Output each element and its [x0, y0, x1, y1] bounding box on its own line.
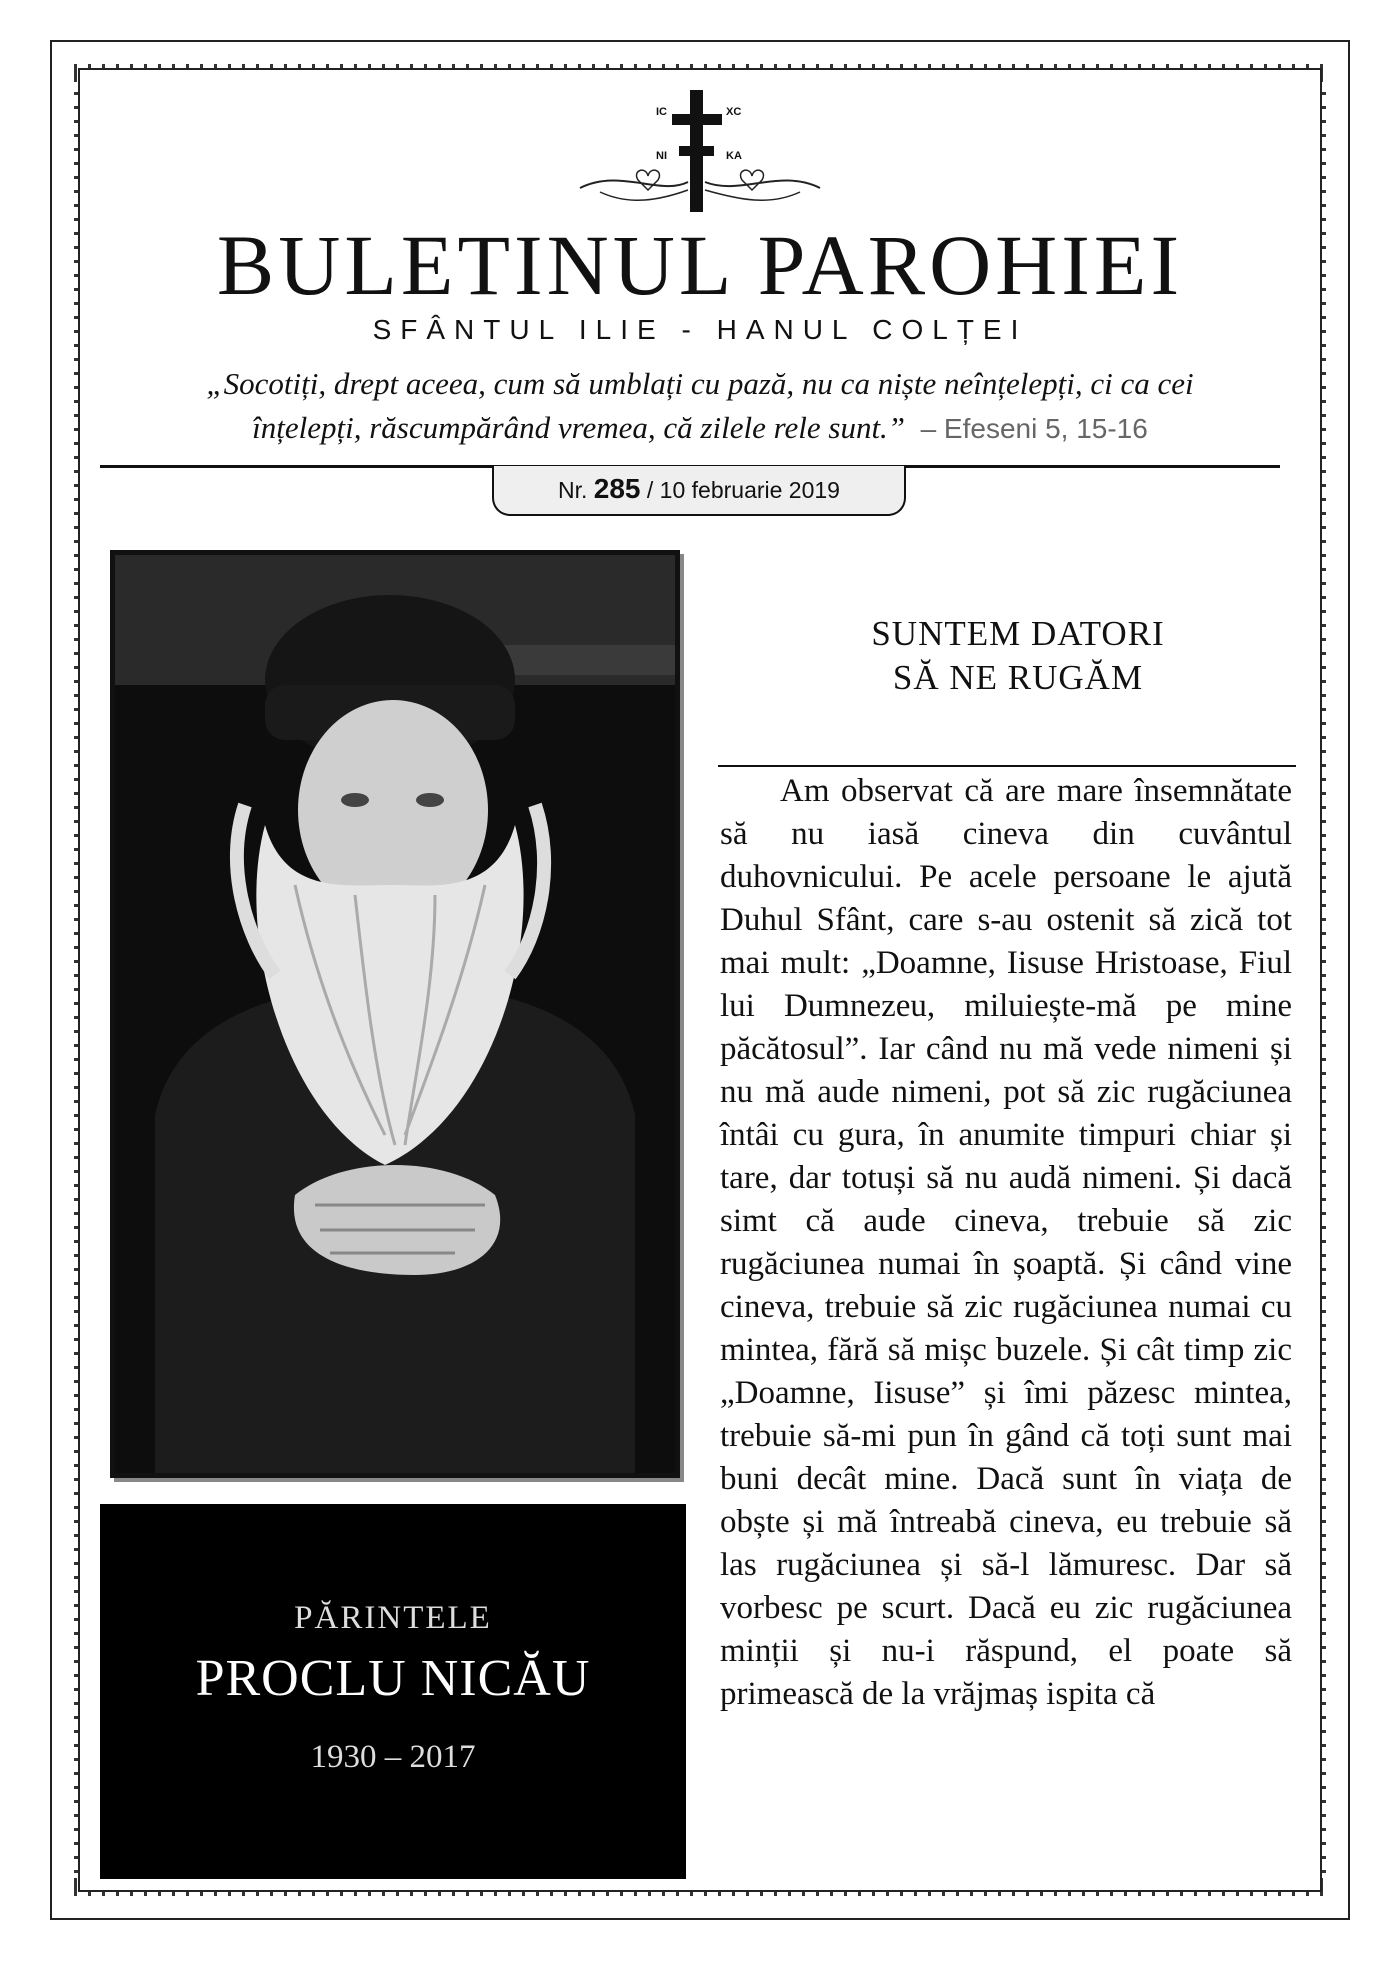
issue-prefix: Nr.	[558, 477, 588, 503]
quote-line-2-text: înțelepți, răscumpărând vremea, că zilele rele sunt.”	[252, 410, 906, 445]
emblem-xc: ΧC	[726, 106, 742, 118]
memorial-caption	[100, 1504, 686, 1879]
issue-number: 285	[593, 473, 641, 504]
scripture-quote	[120, 362, 1280, 451]
article-divider	[718, 765, 1296, 767]
emblem-labels	[560, 88, 840, 218]
emblem-ic: IC	[656, 106, 667, 118]
caption-name: PROCLU NICĂU	[195, 1650, 591, 1707]
issue-badge	[492, 466, 906, 516]
portrait-photo	[110, 550, 680, 1478]
caption-title: PĂRINTELE	[294, 1600, 492, 1636]
caption-years: 1930 – 2017	[310, 1739, 476, 1775]
emblem-ka: KA	[726, 150, 742, 162]
quote-line-2	[120, 406, 1280, 451]
parish-subtitle: SFÂNTUL ILIE - HANUL COLȚEI	[372, 314, 1028, 345]
quote-line-1: „Socotiți, drept aceea, cum să umblați cu pază, nu ca niște neînțelepți, ci ca cei	[206, 366, 1194, 401]
article-title-line-1: SUNTEM DATORI	[871, 614, 1165, 653]
article-body: Am observat că are mare însemnătate să nu iasă cineva din cuvântul duhovnicului. Pe acele persoane le ajută Duhul Sfânt, care s-au ostenit să zică tot mai mult: „Doamne, Iisuse Hristoase, Fiul lui Dumnezeu, miluiește-mă pe mine păcătosul”. Iar când nu mă vede nimeni și nu mă aude nimeni, pot să zic rugăciunea întâi cu gura, în anumite timpuri chiar și tare, dar totuși să nu audă nimeni. Și dacă simt că aude cineva, trebuie să zic rugăciunea numai în șoaptă. Și când vine cineva, trebuie să zic rugăciunea numai cu mintea, fără să mișc buzele. Și cât timp zic „Doamne, Iisuse” și îmi păzesc mintea, trebuie să-mi pun în gând că toți sunt mai buni decât mine. Dacă sunt în viața de obște și mă întreabă cineva, eu trebuie să las rugăciunea și să-l lămuresc. Dar să vorbesc pe scurt. Dacă eu zic rugăciunea minții și nu-i răspund, el poate să primească de la vrăjmaș ispita că	[720, 773, 1292, 1712]
issue-date: / 10 februarie 2019	[646, 477, 840, 503]
article-title-line-2: SĂ NE RUGĂM	[892, 658, 1144, 697]
quote-reference: – Efeseni 5, 15-16	[920, 413, 1148, 444]
elder-portrait-image	[115, 555, 675, 1473]
bulletin-title: BULETINUL PAROHIEI	[216, 217, 1184, 313]
emblem-ni: NI	[656, 150, 667, 162]
article-title	[718, 612, 1318, 700]
